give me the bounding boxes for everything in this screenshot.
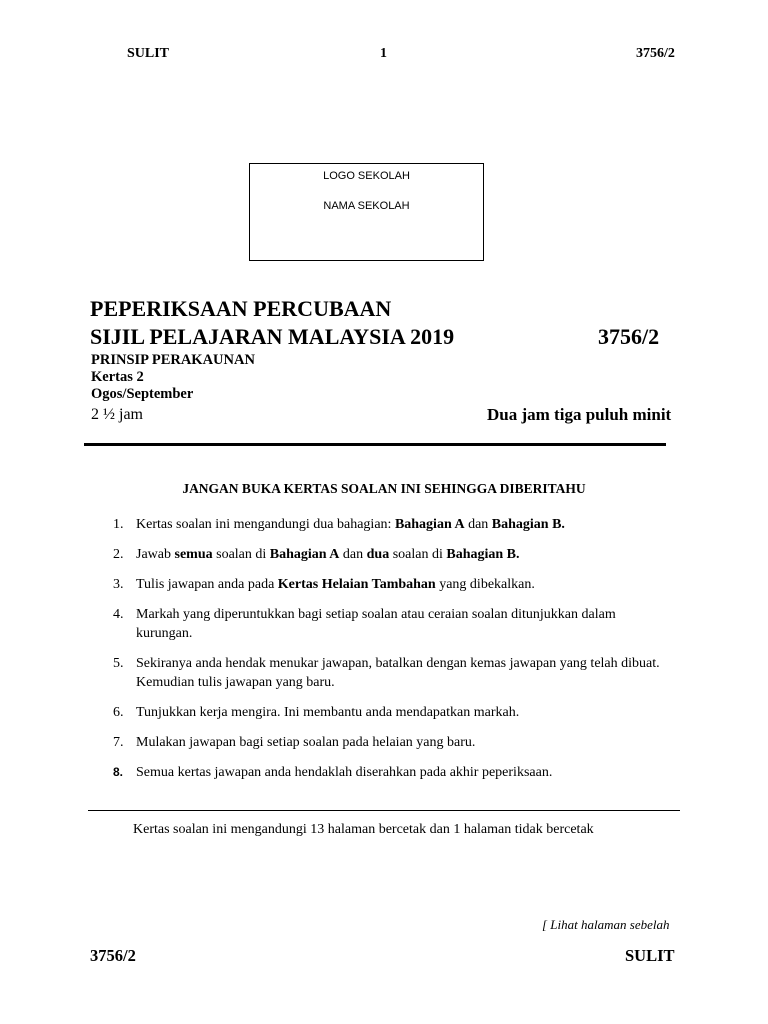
exam-paper-code: 3756/2 bbox=[598, 324, 660, 349]
exam-duration: 2 ½ jam bbox=[91, 406, 143, 423]
instruction-number: 5. bbox=[113, 656, 124, 671]
footer-paper-code: 3756/2 bbox=[90, 946, 136, 965]
subject-name: PRINSIP PERAKAUNAN bbox=[91, 352, 255, 368]
instructions-heading: JANGAN BUKA KERTAS SOALAN INI SEHINGGA DIBERITAHU bbox=[182, 481, 586, 496]
instruction-emphasis: Bahagian B. bbox=[491, 517, 565, 532]
instruction-text: soalan di bbox=[389, 547, 447, 562]
instruction-number: 8. bbox=[113, 765, 124, 779]
page-count-note: Kertas soalan ini mengandungi 13 halaman bercetak dan 1 halaman tidak bercetak bbox=[133, 822, 594, 837]
footer-classification: SULIT bbox=[625, 946, 675, 965]
instruction-item bbox=[113, 605, 673, 643]
instruction-emphasis: Bahagian A bbox=[394, 517, 465, 532]
exam-title-line2: SIJIL PELAJARAN MALAYSIA 2019 bbox=[90, 324, 455, 349]
instructions-list bbox=[113, 515, 673, 793]
school-name-label: NAMA SEKOLAH bbox=[323, 200, 410, 212]
exam-duration-words: Dua jam tiga puluh minit bbox=[487, 405, 672, 424]
school-logo-label: LOGO SEKOLAH bbox=[323, 170, 410, 182]
instruction-text: Tunjukkan kerja mengira. Ini membantu anda mendapatkan markah. bbox=[136, 705, 520, 720]
instruction-emphasis: dua bbox=[366, 547, 390, 562]
instruction-text: Semua kertas jawapan anda hendaklah diserahkan pada akhir peperiksaan. bbox=[136, 765, 553, 780]
instruction-text: dan bbox=[339, 547, 367, 562]
school-logo-box bbox=[249, 163, 484, 261]
page-number: 1 bbox=[380, 46, 387, 61]
exam-period: Ogos/September bbox=[91, 386, 194, 402]
instruction-emphasis: Bahagian A bbox=[269, 547, 340, 562]
instruction-item bbox=[113, 703, 673, 722]
instruction-text: Sekiranya anda hendak menukar jawapan, batalkan dengan kemas jawapan yang telah dibuat. Kemudian tulis jawapan yang baru. bbox=[136, 656, 660, 690]
instruction-text: Mulakan jawapan bagi setiap soalan pada helaian yang baru. bbox=[136, 735, 476, 750]
exam-title-line1: PEPERIKSAAN PERCUBAAN bbox=[90, 296, 392, 321]
instruction-item bbox=[113, 733, 673, 752]
instruction-text: Jawab bbox=[136, 547, 175, 562]
instruction-text: Markah yang diperuntukkan bagi setiap soalan atau ceraian soalan ditunjukkan dalam kurungan. bbox=[136, 607, 616, 641]
instruction-item bbox=[113, 763, 673, 782]
instruction-number: 6. bbox=[113, 705, 124, 720]
instruction-text: Tulis jawapan anda pada bbox=[136, 577, 278, 592]
instruction-number: 1. bbox=[113, 517, 124, 532]
instruction-number: 4. bbox=[113, 607, 124, 622]
instruction-emphasis: semua bbox=[174, 547, 213, 562]
paper-number: Kertas 2 bbox=[91, 369, 144, 385]
header-classification: SULIT bbox=[127, 46, 170, 61]
instruction-item bbox=[113, 654, 673, 692]
instruction-item bbox=[113, 545, 673, 564]
turn-over-note: [ Lihat halaman sebelah bbox=[542, 917, 670, 932]
header-paper-code: 3756/2 bbox=[636, 46, 675, 61]
instruction-item bbox=[113, 515, 673, 534]
instruction-text: soalan di bbox=[212, 547, 270, 562]
instruction-number: 3. bbox=[113, 577, 124, 592]
instruction-text: Kertas soalan ini mengandungi dua bahagian: bbox=[136, 517, 395, 532]
instruction-item bbox=[113, 575, 673, 594]
title-divider bbox=[84, 443, 666, 446]
instruction-emphasis: Kertas Helaian Tambahan bbox=[277, 577, 436, 592]
instruction-number: 7. bbox=[113, 735, 124, 750]
instructions-divider bbox=[88, 810, 680, 811]
instruction-emphasis: Bahagian B. bbox=[446, 547, 520, 562]
instruction-text: yang dibekalkan. bbox=[435, 577, 535, 592]
instruction-text: dan bbox=[464, 517, 492, 532]
instruction-number: 2. bbox=[113, 547, 124, 562]
